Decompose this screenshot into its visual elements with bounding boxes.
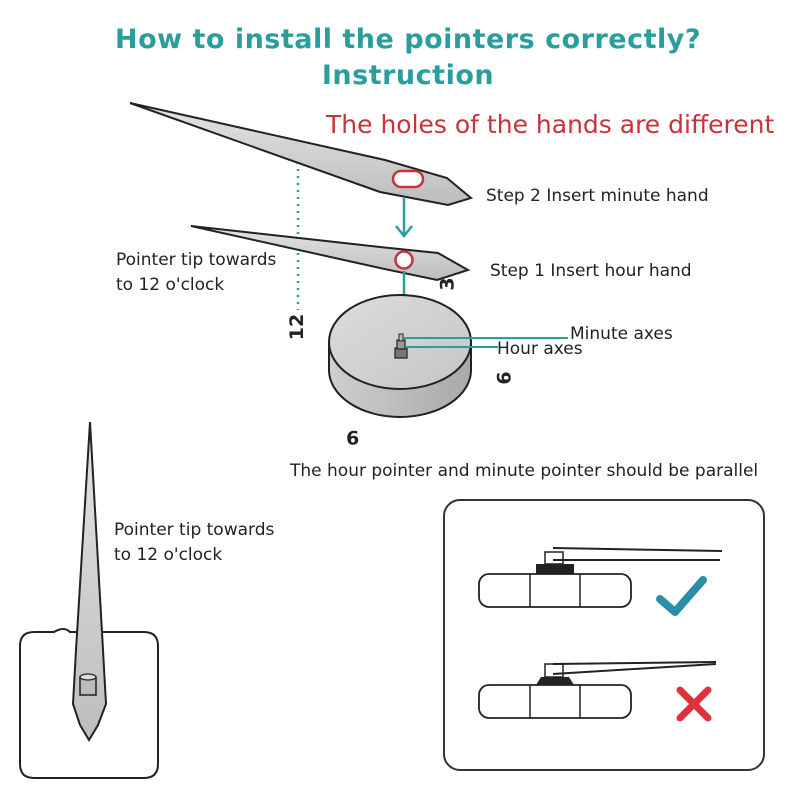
pointer-tip-label-2-line1: Pointer tip towards bbox=[114, 520, 275, 540]
parallel-note: The hour pointer and minute pointer should be parallel bbox=[290, 461, 759, 481]
step-2-label: Step 2 Insert minute hand bbox=[486, 186, 709, 206]
page-title: How to install the pointers correctly? bbox=[114, 24, 702, 55]
pointer-tip-label-2-line2: to 12 o'clock bbox=[114, 545, 223, 565]
comparison-box bbox=[444, 500, 764, 770]
pointer-tip-label-line1: Pointer tip towards bbox=[116, 250, 277, 270]
dial-number-3: 3 bbox=[436, 277, 459, 291]
minute-hand-oval-hole bbox=[393, 171, 423, 187]
pointer-tip-label-line2: to 12 o'clock bbox=[116, 275, 225, 295]
dial-number-6: 6 bbox=[493, 371, 516, 385]
vertical-hand bbox=[73, 422, 106, 740]
hour-hand-round-hole bbox=[396, 252, 413, 269]
dial-number-12: 12 bbox=[286, 313, 309, 341]
minute-hand bbox=[130, 103, 471, 205]
hour-axes-label: Hour axes bbox=[497, 339, 583, 359]
dial-number-9: 9 bbox=[346, 426, 360, 448]
step-1-label: Step 1 Insert hour hand bbox=[490, 261, 692, 281]
holes-note: The holes of the hands are different bbox=[326, 110, 775, 139]
insert-arrow-minute bbox=[396, 197, 412, 236]
page-subtitle: Instruction bbox=[321, 60, 495, 91]
minute-axes-label: Minute axes bbox=[570, 324, 673, 344]
